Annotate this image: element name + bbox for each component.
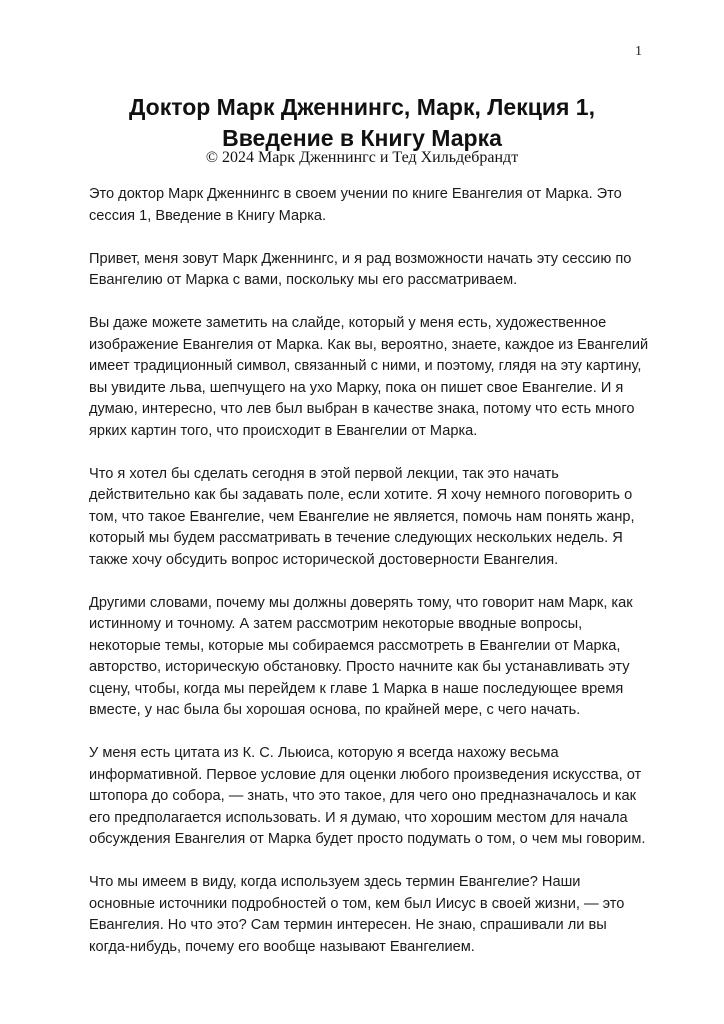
paragraph-1: Это доктор Марк Дженнингс в своем учении по книге Евангелия от Марка. Это сессия 1, Введение в Книгу Марка. — [89, 186, 622, 224]
paragraph-2: Привет, меня зовут Марк Дженнингс, и я рад возможности начать эту сессию по Евангелию от Марка с вами, поскольку мы его рассматриваем. — [89, 250, 632, 288]
paragraph-4: Что я хотел бы сделать сегодня в этой первой лекции, так это начать действительно как бы задавать поле, если хотите. Я хочу немного поговорить о том, что такое Евангелие, чем Евангелие не является, помочь нам понять жанр, который мы будем рассматривать в течение следующих нескольких недель. Я также хочу обсудить вопрос исторической достоверности Евангелия. — [89, 465, 635, 568]
document-title-line-1: Доктор Марк Дженнингс, Марк, Лекция 1, — [129, 94, 595, 120]
paragraph-5: Другими словами, почему мы должны доверять тому, что говорит нам Марк, как истинному и точному. А затем рассмотрим некоторые вводные вопросы, некоторые темы, которые мы собираемся рассмотреть в Евангелии от Марка, авторство, историческую обстановку. Просто начните как бы устанавливать эту сцену, чтобы, когда мы перейдем к главе 1 Марка в наше последующее время вместе, у нас была бы хорошая основа, по крайней мере, с чего начать. — [89, 594, 633, 718]
copyright-line: © 2024 Марк Дженнингс и Тед Хильдебрандт — [205, 149, 519, 166]
paragraph-3: Вы даже можете заметить на слайде, который у меня есть, художественное изображение Евангелия от Марка. Как вы, вероятно, знаете, каждое из Евангелий имеет традиционный символ, связанный с ними, и поэтому, глядя на эту картину, вы увидите льва, шепчущего на ухо Марку, пока он пишет свое Евангелие. И я думаю, интересно, что лев был выбран в качестве знака, потому что есть много ярких картин того, что происходит в Евангелии от Марка. — [89, 315, 649, 439]
page-number: 1 — [635, 44, 642, 59]
document-title-line-2: Введение в Книгу Марка — [222, 125, 502, 151]
paragraph-7: Что мы имеем в виду, когда используем здесь термин Евангелие? Наши основные источники подробностей о том, кем был Иисус в своей жизни, — это Евангелия. Но что это? Сам термин интересен. Не знаю, спрашивали ли вы когда-нибудь, почему его вообще называют Евангелием. — [89, 874, 625, 955]
paragraph-6: У меня есть цитата из К. С. Льюиса, которую я всегда нахожу весьма информативной. Первое условие для оценки любого произведения искусства, от штопора до собора, — знать, что это такое, для чего оно предназначалось и как его предполагается использовать. И я думаю, что хорошим местом для начала обсуждения Евангелия от Марка будет просто подумать о том, о чем мы говорим. — [89, 745, 646, 847]
document-title — [60, 92, 664, 154]
document-body — [89, 184, 649, 980]
